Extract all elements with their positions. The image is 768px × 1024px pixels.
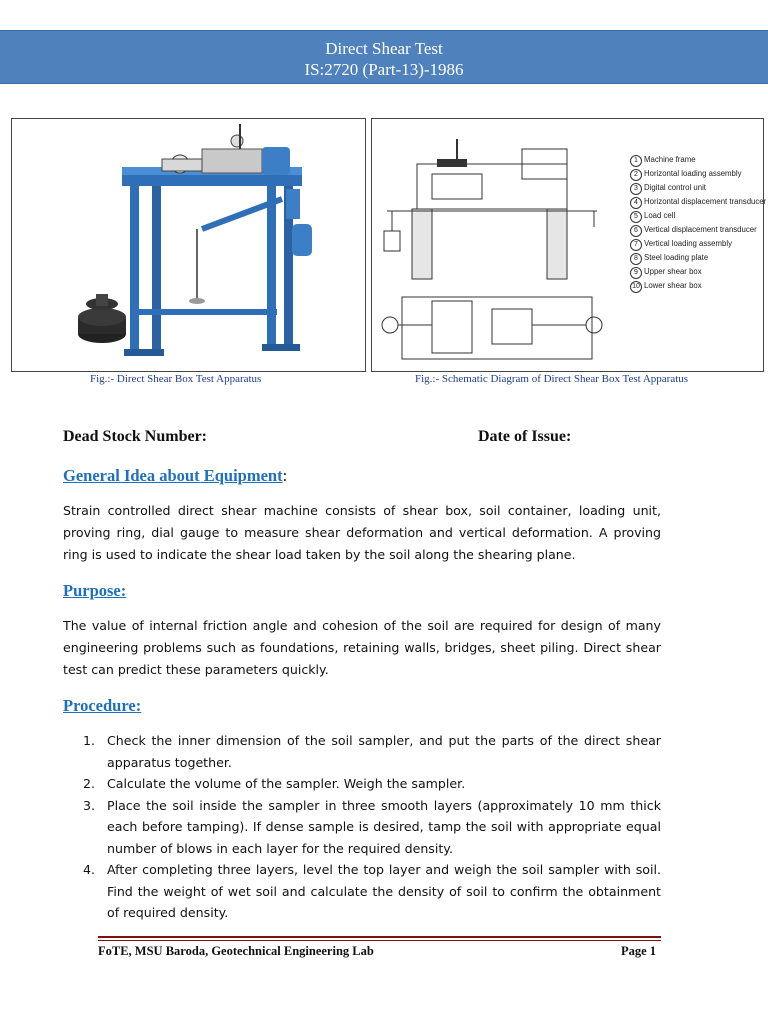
purpose-heading: [63, 581, 126, 601]
legend-label: Digital control unit: [644, 183, 706, 192]
legend-item: [630, 251, 766, 265]
step-number: 3.: [83, 797, 96, 813]
apparatus-illustration: [12, 119, 365, 371]
legend-item: [630, 195, 766, 209]
procedure-heading: [63, 696, 141, 716]
procedure-step: [63, 859, 661, 924]
legend-label: Vertical displacement transducer: [644, 225, 757, 234]
step-number: 1.: [83, 733, 96, 748]
legend-number: 7: [630, 239, 642, 251]
legend-item: [630, 223, 766, 237]
procedure-step: [63, 730, 661, 773]
step-text: Calculate the volume of the sampler. Weigh the sampler.: [107, 776, 466, 791]
procedure-heading-text: Procedure:: [63, 696, 142, 715]
general-idea-colon: :: [282, 466, 288, 485]
procedure-step: [63, 795, 661, 860]
legend-label: Horizontal loading assembly: [644, 169, 742, 178]
purpose-text: The value of internal friction angle and cohesion of the soil are required for design of many engineering problems such as foundations, retaining walls, bridges, sheet piling. Direct shear test can predict these parameters quickly.: [63, 618, 661, 677]
footer-rule: [98, 936, 661, 938]
legend-number: 4: [630, 197, 642, 209]
purpose-heading-text: Purpose:: [63, 581, 127, 600]
footer-institution: FoTE, MSU Baroda, Geotechnical Engineering Lab: [98, 944, 374, 958]
legend-number: 2: [630, 169, 642, 181]
legend-label: Upper shear box: [644, 267, 702, 276]
legend-item: [630, 265, 766, 279]
step-text: Place the soil inside the sampler in three smooth layers (approximately 10 mm thick each before tamping). If dense sample is desired, tamp the soil with appropriate equal number of blows in each layer for the required density.: [107, 797, 661, 856]
legend-number: 9: [630, 267, 642, 279]
legend-item: [630, 153, 766, 167]
procedure-steps: [63, 730, 661, 924]
page-title: Direct Shear Test: [325, 39, 443, 58]
legend-item: [630, 181, 766, 195]
legend-label: Lower shear box: [644, 281, 702, 290]
general-idea-heading: [63, 466, 287, 486]
step-text: After completing three layers, level the top layer and weigh the soil sampler with soil. Find the weight of wet soil and calculate the density of soil to confirm the obtainment of required density.: [107, 862, 661, 920]
standard-code: IS:2720 (Part-13)-1986: [304, 60, 464, 79]
legend-number: 1: [630, 155, 642, 167]
legend-item: [630, 167, 766, 181]
general-idea-text: Strain controlled direct shear machine consists of shear box, soil container, loading unit, proving ring, dial gauge to measure shear deformation and vertical deformation. A proving ring is used to indicate the shear load taken by the soil along the shearing plane.: [63, 503, 661, 562]
date-of-issue-label: Date of Issue:: [478, 428, 572, 445]
legend-label: Steel loading plate: [644, 253, 709, 262]
step-number: 4.: [83, 862, 96, 877]
legend-label: Machine frame: [644, 155, 696, 164]
apparatus-photo: [11, 118, 366, 372]
general-idea-heading-text: General Idea about Equipment: [63, 466, 283, 485]
procedure-step: [63, 773, 661, 795]
legend-item: [630, 209, 766, 223]
schematic-caption: Fig.:- Schematic Diagram of Direct Shear Box Test Apparatus: [415, 373, 689, 385]
legend-item: [630, 237, 766, 251]
legend-number: 8: [630, 253, 642, 265]
step-text: Check the inner dimension of the soil sampler, and put the parts of the direct shear apparatus together.: [107, 733, 661, 770]
legend-number: 10: [630, 281, 642, 293]
schematic-legend: [630, 153, 766, 293]
title-banner: [0, 30, 768, 84]
legend-number: 6: [630, 225, 642, 237]
legend-number: 3: [630, 183, 642, 195]
legend-label: Vertical loading assembly: [644, 239, 732, 248]
schematic-diagram: [371, 118, 767, 372]
dead-stock-label: Dead Stock Number:: [63, 428, 207, 445]
legend-number: 5: [630, 211, 642, 223]
legend-label: Horizontal displacement transducer: [644, 197, 767, 206]
legend-item: [630, 279, 766, 293]
page-number: Page 1: [621, 944, 657, 958]
step-number: 2.: [83, 776, 96, 791]
footer-rule-thin: [98, 940, 661, 941]
legend-label: Load cell: [644, 211, 676, 220]
photo-caption: Fig.:- Direct Shear Box Test Apparatus: [90, 373, 262, 385]
